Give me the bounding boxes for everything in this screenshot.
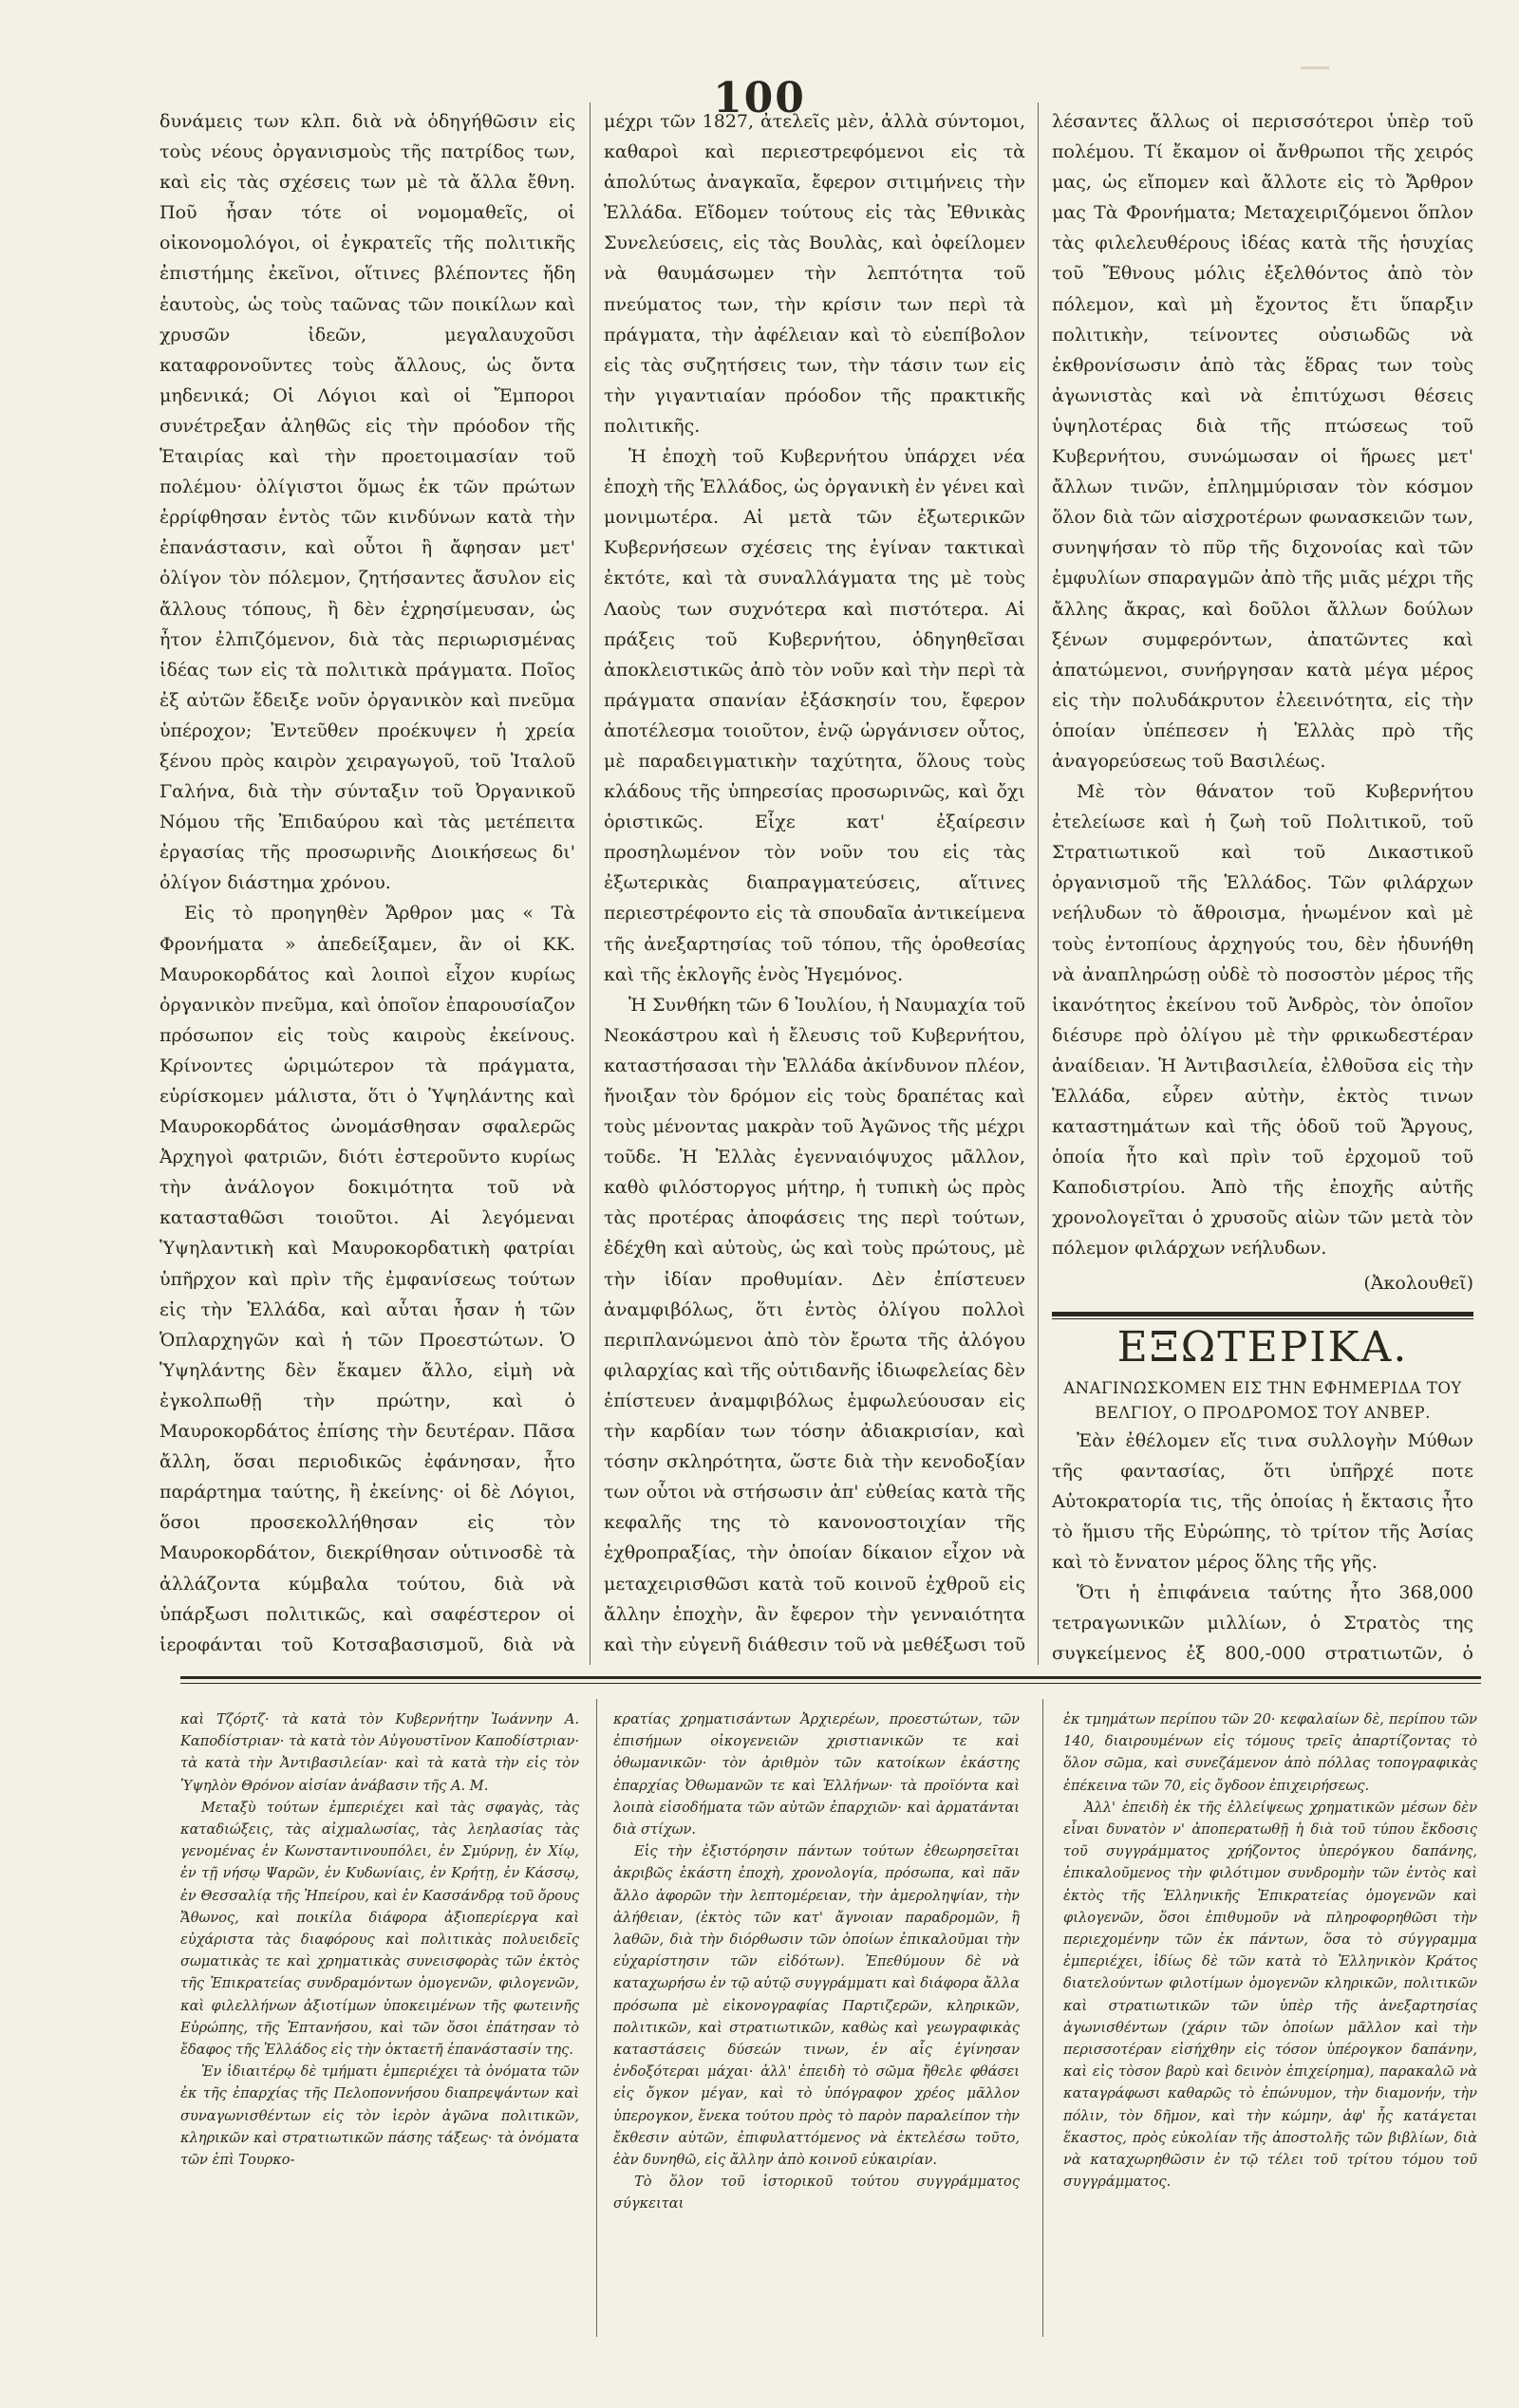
column-2-paragraph: Ἡ ἐποχὴ τοῦ Κυβερνήτου ὑπάρχει νέα ἐποχὴ τῆς Ἑλλάδος, ὡς ὀργανικὴ ἐν γένει καὶ μονιμωτέρα. Αἱ μετὰ τῶν ἐξωτερικῶν Κυβερνήσεων σχέσεις της ἐγίναν τακτικαὶ ἐκτότε, καὶ τὰ συναλλάγματα της μὲ τοὺς Λαοὺς των συχνότερα καὶ πιστότερα. Αἱ πράξεις τοῦ Κυβερνήτου, ὁδηγηθεῖσαι ἀποκλειστικῶς ἀπὸ τὸν νοῦν καὶ τὴν περὶ τὰ πράγματα σπανίαν ἐξάσκησίν του, ἔφερον ἀποτέλεσμα τοιοῦτον, ἐνῷ ὡργάνισεν οὗτος, μὲ παραδειγματικὴν ταχύτητα, ὅλους τοὺς κλάδους τῆς ὑπηρεσίας προσωρινῶς, καὶ ὄχι ὁριστικῶς. Εἶχε κατ' ἐξαίρεσιν προσηλωμένον τὸν νοῦν του εἰς τὰς ἐξωτερικὰς διαπραγματεύσεις, αἵτινες περιεστρέφοντο εἰς τὰ σπουδαῖα ἀντικείμενα τῆς ἀνεξαρτησίας τοῦ τόπου, τῆς ὁροθεσίας καὶ τῆς ἐκλογῆς ἑνὸς Ἡγεμόνος. xyxy=(604,446,1025,985)
text-column-3 xyxy=(1052,106,1473,1663)
footer-paragraph: Ἀλλ' ἐπειδὴ ἐκ τῆς ἐλλείψεως χρηματικῶν μέσων δὲν εἶναι δυνατὸν ν' ἀποπερατωθῇ ἡ διὰ τοῦ τύπου ἔκδοσις τοῦ συγγράμματος χρήζοντος ὑπερόγκου δαπάνης, ἐπικαλοῦμενος τὴν φιλότιμον συνδρομὴν τῶν ἐντὸς καὶ ἐκτὸς τῆς Ἑλληνικῆς Ἐπικρατείας ὁμογενῶν καὶ φιλογενῶν, ὅσοι ἐπιθυμοῦν νὰ πληροφορηθῶσι τὴν περιεχομένην τῶν ἐκ πάντων, ὅσα τὸ σύγγραμμα ἐμπεριέχει, ἰδίως δὲ τῶν κατὰ τὸ Ἑλληνικὸν Κράτος διατελούντων φιλοτίμων ὁμογενῶν κληρικῶν, πολιτικῶν καὶ στρατιωτικῶν τῶν ὑπὲρ τῆς ἀνεξαρτησίας ἀγωνισθέντων (χάριν τῶν ὁποίων μᾶλλον καὶ τὴν περισσοτέραν εἰσήχθην εἰς τόσον ὑπέρογκον δαπάνην, καὶ εἰς τὸσον βαρὺ καὶ δεινὸν ἐπιχείρημα), παρακαλῶ νὰ καταγράφωσι καθαρῶς τὸ ἐπώνυμον, τὴν διαμονήν, τὴν πόλιν, τὸν δῆμον, καὶ τὴν κώμην, ἀφ' ἧς κατάγεται ἕκαστος, πρὸς εὐκολίαν τῆς ἀποστολῆς τῶν βιβλίων, διὰ νὰ καταχωρηθῶσιν ἐν τῷ τέλει τοῦ τρίτου τόμου τοῦ συγγράμματος. xyxy=(1063,1799,1477,2191)
print-smudge xyxy=(1301,66,1329,69)
footer-paragraph: καὶ Τζόρτζ· τὰ κατὰ τὸν Κυβερνήτην Ἰωάννην Α. Καποδίστριαν· τὰ κατὰ τὸν Αὐγουστῖνον Καποδίστριαν· τὰ κατὰ τὴν Ἀντιβασιλείαν· καὶ τὰ κατὰ τὴν εἰς τὸν Ὑψηλὸν Θρόνον αἰσίαν ἀνάβασιν τῆς Α. Μ. xyxy=(180,1711,579,1794)
column-3-paragraph: Μὲ τὸν θάνατον τοῦ Κυβερνήτου ἐτελείωσε καὶ ἡ ζωὴ τοῦ Πολιτικοῦ, τοῦ Στρατιωτικοῦ καὶ τοῦ Δικαστικοῦ ὀργανισμοῦ τῆς Ἑλλάδος. Τῶν φιλάρχων νεήλυδων τὸ ἄθροισμα, ἡνωμένον καὶ μὲ τοὺς ἐντοπίους ἀρχηγούς του, δὲν ἠδυνήθη νὰ ἀναπληρώσῃ οὐδὲ τὸ ποσοστὸν μέρος τῆς ἱκανότητος ἐκείνου τοῦ Ἀνδρὸς, τὸν ὁποῖον διέσυρε πρὸ ὀλίγου μὲ τὴν φρικωδεστέραν ἀναίδειαν. Ἡ Ἀντιβασιλεία, ἐλθοῦσα εἰς τὴν Ἑλλάδα, εὗρεν αὐτὴν, ἐκτὸς τινων καταστημάτων καὶ τῆς ὁδοῦ τοῦ Ἄργους, ὁποία ἦτο καὶ πρὶν τοῦ ἐρχομοῦ τοῦ Καποδιστρίου. Ἀπὸ τῆς ἐποχῆς αὐτῆς χρονολογεῖται ὁ χρυσοῦς αἰὼν τῶν μετὰ τὸν πόλεμον φιλάρχων νεήλυδων. xyxy=(1052,781,1473,1260)
section-subheading: ΑΝΑΓΙΝΩΣΚΟΜΕΝ ΕΙΣ ΤΗΝ ΕΦΗΜΕΡΙΔΑ ΤΟΥ ΒΕΛΓΙΟΥ, Ο ΠΡΟΔΡΟΜΟΣ ΤΟΥ ΑΝΒΕΡ. xyxy=(1063,1378,1462,1422)
column-2-paragraph: μέχρι τῶν 1827, ἀτελεῖς μὲν, ἀλλὰ σύντομοι, καθαροὶ καὶ περιεστρεφόμενοι εἰς τὰ ἀπολύτως ἀναγκαῖα, ἔφερον σιτιμήνεις τὴν Ἑλλάδα. Εἴδομεν τούτους εἰς τὰς Ἐθνικὰς Συνελεύσεις, εἰς τὰς Βουλὰς, καὶ ὀφείλομεν νὰ θαυμάσωμεν τὴν λεπτότητα τοῦ πνεύματος των, τὴν κρίσιν των περὶ τὰ πράγματα, τὴν ἀφέλειαν καὶ τὸ εὐεπίβολον εἰς τὰς συζητήσεις των, τὴν τάσιν των εἰς τὴν γιγαντιαίαν πρόοδον τῆς πρακτικῆς πολιτικῆς. xyxy=(604,111,1025,437)
footer-paragraph: Τὸ ὅλον τοῦ ἱστορικοῦ τούτου συγγράμματος σύγκειται xyxy=(613,2174,1020,2212)
footer-column-3 xyxy=(1063,1708,1477,2344)
section-title: ΕΞΩΤΕΡΙΚΑ. xyxy=(1116,1322,1409,1372)
footer-rule-thick xyxy=(180,1676,1481,1679)
footer-paragraph: Εἰς τὴν ἐξιστόρησιν πάντων τούτων ἐθεωρησεῖται ἀκριβῶς ἑκάστη ἐποχὴ, χρονολογία, πρόσωπα, καὶ πᾶν ἄλλο ἀφορῶν τὴν λεπτομέρειαν, τὴν ἀμεροληψίαν, τὴν ἀλήθειαν, (ἐκτὸς τῶν κατ' ἄγνοιαν παραδρομῶν, ἢ λαθῶν, διὰ τὴν διόρθωσιν τῶν ὁποίων ἐπικαλοῦμαι τὴν εὐχαρίστησιν τῶν εἰδότων). Ἐπεθύμουν δὲ νὰ καταχωρήσω ἐν τῷ αὐτῷ συγγράμματι καὶ διάφορα ἄλλα πρόσωπα μὲ εἰκονογραφίας Παρτιζερῶν, κληρικῶν, πολιτικῶν, καὶ στρατιωτικῶν, καθὼς καὶ γεωγραφικὰς καταστάσεις δύσεών τινων, ἐν αἷς ἐγίνησαν ἐνδοξότεραι μάχαι· ἀλλ' ἐπειδὴ τὸ σῶμα ἤθελε φθάσει εἰς ὄγκον μέγαν, καὶ τὸ ὑπόγραφον χρέος μᾶλλον ὑπερογκον, ἕνεκα τούτου πρὸς τὸ παρὸν παραλείπον τὴν ἔκθεσιν αὐτῶν, ἐπιφυλαττόμενος νὰ ἐκτελέσω τοῦτο, ἐὰν δυνηθῶ, εἰς ἄλλην ἀπὸ κοινοῦ εὐκαιρίαν. xyxy=(613,1843,1020,2169)
text-column-2 xyxy=(604,106,1025,1663)
footer-paragraph: Μεταξὺ τούτων ἐμπεριέχει καὶ τὰς σφαγὰς, τὰς καταδιώξεις, τὰς αἰχμαλωσίας, τὰς λεηλασίας τὰς γενομένας ἐν Κωνσταντινουπόλει, ἐν Σμύρνῃ, ἐν Χίῳ, ἐν τῇ νήσῳ Ψαρῶν, ἐν Κυδωνίαις, ἐν Κρήτῃ, ἐν Κάσσῳ, ἐν Θεσσαλίᾳ τῆς Ἠπείρου, καὶ ἐν Κασσάνδρᾳ τοῦ ὄρους Ἄθωνος, καὶ ποικίλα διάφορα ἀξιοπερίεργα καὶ εὐχάριστα τὰς διαφόρους καὶ πολιτικὰς πολυειδεῖς σωματικὰς τε καὶ χρηματικὰς συνεισφορὰς τῶν ἐκτὸς τῆς Ἑπικρατείας συνδραμόντων ὁμογενῶν, φιλογενῶν, καὶ φιλελλήνων ἀξιοτίμων ὑποκειμένων τῆς φωτεινῆς Εὐρώπης, τῆς Ἑπτανήσου, καὶ τῶν ὅσοι ἐπάτησαν τὸ ἔδαφος τῆς Ἑλλάδος εἰς τὴν ὀκταετῆ ἐπανάστασίν της. xyxy=(180,1799,579,2059)
column-3-paragraph: λέσαντες ἄλλως οἱ περισσότεροι ὑπὲρ τοῦ πολέμου. Τί ἔκαμον οἱ ἄνθρωποι τῆς χειρός μας, ὡς εἴπομεν καὶ ἄλλοτε εἰς τὸ Ἄρθρον μας Τὰ Φρονήματα; Μεταχειριζόμενοι ὅπλον τὰς φιλελευθέρους ἰδέας κατὰ τῆς ἡσυχίας τοῦ Ἔθνους μόλις ἐξελθόντος ἀπὸ τὸν πόλεμον, καὶ μὴ ἔχοντος ἔτι ὕπαρξιν πολιτικὴν, τείνοντες οὐσιωδῶς νὰ ἐκθρονίσωσιν ἀπὸ τὰς ἕδρας των τοὺς ἀγωνιστὰς καὶ νὰ ἐπιτύχωσι θέσεις ὑψηλοτέρας διὰ τῆς πτώσεως τοῦ Κυβερνήτου, συνώμωσαν οἱ ἥρωες μετ' ἄλλων τινῶν, ἐπλημμύρισαν τὸν κόσμον ὅλον διὰ τῶν αἰσχροτέρων φωνασκειῶν των, συνηψήσαν τὸ πῦρ τῆς διχονοίας καὶ τῶν ἐμφυλίων σπαραγμῶν ἀπὸ τῆς μιᾶς μέχρι τῆς ἄλλης ἄκρας, καὶ δοῦλοι ἄλλων δούλων ξένων συμφερόντων, ἀπατῶντες καὶ ἀπατώμενοι, συνήργησαν κατὰ μέγα μέρος εἰς τὴν πολυδάκρυτον ἐλεεινότητα, εἰς τὴν ὁποίαν ὑπέπεσεν ἡ Ἑλλὰς πρὸ τῆς ἀναγορεύσεως τοῦ Βασιλέως. xyxy=(1052,111,1473,772)
continued-note: (Ἀκολουθεῖ) xyxy=(1363,1272,1473,1294)
footer-paragraph: ἐκ τμημάτων περίπου τῶν 20· κεφαλαίων δὲ, περίπου τῶν 140, διαιρουμένων εἰς τόμους τρεῖς ἀπαρτίζοντας τὸ ὅλον σῶμα, καὶ συνεζάμενον ἀπὸ πόλλας τοπογραφικὰς ἐπέκεινα τῶν 70, εἰς ὄγδοον ἐπιχειρήσεως. xyxy=(1063,1711,1477,1794)
footer-column-divider xyxy=(1042,1699,1043,2337)
page-number: 100 xyxy=(713,74,806,122)
footer-column-2 xyxy=(613,1708,1020,2344)
footer-paragraph: Ἐν ἰδιαιτέρῳ δὲ τμήματι ἐμπεριέχει τὰ ὀνόματα τῶν ἐκ τῆς ἐπαρχίας τῆς Πελοποννήσου διαπρεψάντων καὶ συναγωνισθέντων εἰς τὸν ἱερὸν ἀγῶνα πολιτικῶν, κληρικῶν καὶ στρατιωτικῶν πάσης τάξεως· τὰ ὀνόματα τῶν ἐπὶ Τουρκο- xyxy=(180,2063,579,2169)
footer-column-1 xyxy=(180,1708,579,2344)
footer-rule-thin xyxy=(180,1683,1481,1684)
footer-paragraph: κρατίας χρηματισάντων Ἀρχιερέων, προεστώτων, τῶν ἐπισήμων οἰκογενειῶν χριστιανικῶν τε καὶ ὀθωμανικῶν· τὸν ἀριθμὸν τῶν κατοίκων ἑκάστης ἐπαρχίας Ὀθωμανῶν τε καὶ Ἑλλήνων· τὰ προϊόντα καὶ λοιπὰ εἰσοδήματα τῶν αὐτῶν ἐπαρχιῶν· καὶ ἀρματάνται διὰ στίχων. xyxy=(613,1711,1020,1839)
footer-column-divider xyxy=(596,1699,597,2337)
column-divider xyxy=(1038,103,1039,1665)
column-divider xyxy=(590,103,591,1665)
column-1-paragraph: δυνάμεις των κλπ. διὰ νὰ ὁδηγήθῶσιν εἰς τοὺς νέους ὀργανισμοὺς τῆς πατρίδος των, καὶ εἰς τὰς σχέσεις των μὲ τὰ ἄλλα ἔθνη. Ποῦ ἦσαν τότε οἱ νομομαθεῖς, οἱ οἰκονομολόγοι, οἱ ἐγκρατεῖς τῆς πολιτικῆς ἐπιστήμης ἐκεῖνοι, οἵτινες βλέποντες ἤδη ἑαυτοὺς, ὡς τοὺς ταῶνας τῶν ποικίλων καὶ χρυσῶν ἰδεῶν, μεγαλαυχοῦσι καταφρονοῦντες τοὺς ἄλλους, ὡς ὄντα μηδενικά; Οἱ Λόγιοι καὶ οἱ Ἔμποροι συνέτρεξαν ἀληθῶς εἰς τὴν πρόοδον τῆς Ἑταιρίας καὶ τὴν προετοιμασίαν τοῦ πολέμου· ὀλίγιστοι ὅμως ἐκ τῶν πρώτων ἐρρίφθησαν ἐντὸς τῶν κινδύνων κατὰ τὴν ἐπανάστασιν, καὶ οὗτοι ἢ ἄφησαν μετ' ὀλίγον τὸν πόλεμον, ζητήσαντες ἄσυλον εἰς ἄλλους τόπους, ἢ δὲν ἐχρησίμευσαν, ὡς ἦτον ἐλπιζόμενον, διὰ τὰς περιωρισμένας ἰδέας των εἰς τὰ πολιτικὰ πράγματα. Ποῖος ἐξ αὐτῶν ἔδειξε νοῦν ὀργανικὸν καὶ πνεῦμα ὑπέροχον; Ἐντεῦθεν προέκυψεν ἡ χρεία ξένου πρὸς καιρὸν χειραγωγοῦ, τοῦ Ἰταλοῦ Γαλήνα, διὰ τὴν σύνταξιν τοῦ Ὀργανικοῦ Νόμου τῆς Ἐπιδαύρου καὶ τὰς μετέπειτα ἐργασίας τῆς προσωρινῆς Διοικήσεως δι' ὀλίγον διάστημα χρόνου. xyxy=(159,111,575,894)
section-paragraph: Ὅτι ἡ ἐπιφάνεια ταύτης ἦτο 368,000 τετραγωνικῶν μιλλίων, ὁ Στρατὸς της συγκείμενος ἐξ 800,-000 στρατιωτῶν, ὁ xyxy=(1052,1582,1473,1663)
column-1-paragraph: Εἰς τὸ προηγηθὲν Ἄρθρον μας « Τὰ Φρονήματα » ἀπεδείξαμεν, ἂν οἱ ΚΚ. Μαυροκορδάτος καὶ λοιποὶ εἶχον κυρίως ὀργανικὸν πνεῦμα, καὶ ὁποῖον ἐπαρουσίαζον πρόσωπον εἰς τοὺς καιροὺς ἐκείνους. Κρίνοντες ὡριμώτερον τὰ πράγματα, εὑρίσκομεν μάλιστα, ὅτι ὁ Ὑψηλάντης καὶ Μαυροκορδάτος ὠνομάσθησαν σφαλερῶς Ἀρχηγοὶ φατριῶν, διότι ἐστεροῦντο κυρίως τὴν ἀνάλογον δοκιμότητα τοῦ νὰ κατασταθῶσι τοιοῦτοι. Αἱ λεγόμεναι Ὑψηλαντικὴ καὶ Μαυροκορδατικὴ φατρίαι ὑπῆρχον καὶ πρὶν τῆς ἐμφανίσεως τούτων εἰς τὴν Ἑλλάδα, καὶ αὗται ἦσαν ἡ τῶν Ὁπλαρχηγῶν καὶ ἡ τῶν Προεστώτων. Ὁ Ὑψηλάντης δὲν ἔκαμεν ἄλλο, εἰμὴ νὰ ἐγκολπωθῇ τὴν πρώτην, καὶ ὁ Μαυροκορδάτος ἐπίσης τὴν δευτέραν. Πᾶσα ἄλλη, ὅσαι περιοδικῶς ἐφάνησαν, ἦτο παράρτημα ταύτης, ἢ ἐκείνης· οἱ δὲ Λόγιοι, ὅσοι προσεκολλήθησαν εἰς τὸν Μαυροκορδάτον, διεκρίθησαν οὑτινοσδὲ τὰ ἀλλάζοντα κύμβαλα τούτου, διὰ νὰ ὑπάρξωσι πολιτικῶς, καὶ σαφέστερον οἱ ἱεροφάνται τοῦ Κοτσαβασισμοῦ, διὰ νὰ xyxy=(159,903,575,1655)
column-2-paragraph: Ἡ Συνθήκη τῶν 6 Ἰουλίου, ἡ Ναυμαχία τοῦ Νεοκάστρου καὶ ἡ ἔλευσις τοῦ Κυβερνήτου, καταστήσασαι τὴν Ἑλλάδα ἀκίνδυνον πλέον, ἤνοιξαν τὸν δρόμον εἰς τοὺς δραπέτας καὶ τοὺς μένοντας μακρὰν τοῦ Ἀγῶνος τῆς μέχρι τοῦδε. Ἡ Ἑλλὰς ἐγενναιόψυχος μᾶλλον, καθὸ φιλόστοργος μήτηρ, ἡ τυπικὴ ὡς πρὸς τὰς προτέρας ἀποφάσεις της περὶ τούτων, ἐδέχθη καὶ αὐτοὺς, ὡς καὶ τοὺς πρώτους, μὲ τὴν ἰδίαν προθυμίαν. Δὲν ἐπίστευεν ἀναμφιβόλως, ὅτι ἐντὸς ὀλίγου πολλοὶ περιπλανώμενοι ἀπὸ τὸν ἔρωτα τῆς ἀλόγου φιλαρχίας καὶ τῆς οὐτιδανῆς ἰδιωφελείας δὲν ἐπίστευεν ἀναμφιβόλως ἐμφωλεύουσαν εἰς τὴν καρδίαν των τόσην ἀδιακρισίαν, καὶ τόσην σκληρότητα, ὥστε διὰ τὴν κενοδοξίαν των οὗτοι νὰ στήσωσιν ἀπ' εὐθείας κατὰ τῆς κεφαλῆς της τὸ κανονοστοιχίαν τῆς ἐχθροπραξίας, τὴν ὁποίαν δίκαιον εἶχον νὰ μεταχειρισθῶσι κατὰ τοῦ κοινοῦ ἐχθροῦ εἰς ἄλλην ἐποχὴν, ἂν ἔφερον τὴν γενναιότητα καὶ τὴν εὐγενῆ διάθεσιν τοῦ νὰ μεθέξωσι τοῦ xyxy=(604,994,1025,1655)
section-paragraph: Ἐὰν ἐθέλομεν εἴς τινα συλλογὴν Μύθων τῆς φαντασίας, ὅτι ὑπῆρχέ ποτε Αὐτοκρατορία τις, τῆς ὁποίας ἡ ἔκτασις ἦτο τὸ ἥμισυ τῆς Εὐρώπης, τὸ τρίτον τῆς Ἀσίας καὶ τὸ ἔννατον μέρος ὅλης τῆς γῆς. xyxy=(1052,1429,1473,1574)
section-rule xyxy=(1052,1312,1473,1319)
text-column-1 xyxy=(159,106,575,1663)
